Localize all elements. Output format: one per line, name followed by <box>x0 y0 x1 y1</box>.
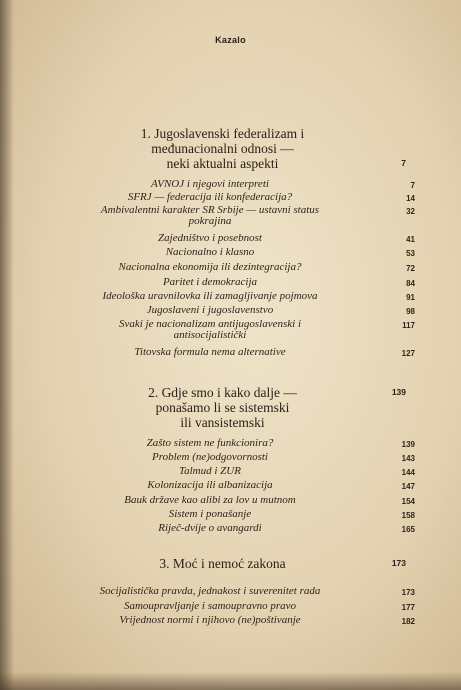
toc-entry[interactable] <box>60 205 415 227</box>
toc-entry-page: 84 <box>406 279 415 288</box>
toc-entry[interactable] <box>60 247 415 258</box>
toc-entry[interactable] <box>60 347 415 358</box>
section-heading-2 <box>100 385 420 430</box>
toc-entry-title: AVNOJ i njegovi interpreti <box>151 178 269 190</box>
toc-entry-page: 72 <box>406 264 415 273</box>
toc-entry[interactable] <box>60 291 415 302</box>
toc-entry-page: 165 <box>401 525 415 534</box>
toc-entry-page: 177 <box>401 603 415 612</box>
toc-entry[interactable] <box>60 586 415 597</box>
toc-entry-title: Zajedništvo i posebnost <box>158 232 262 244</box>
toc-entry-title: Jugoslaveni i jugoslavenstvo <box>146 304 274 316</box>
toc-entry[interactable] <box>60 509 415 520</box>
page-edge-shadow <box>0 672 461 690</box>
toc-entry[interactable] <box>60 305 415 316</box>
toc-entry[interactable] <box>60 601 415 612</box>
toc-entry-page: 147 <box>401 482 415 491</box>
toc-entry[interactable] <box>60 466 415 477</box>
toc-entry-title: Ideološka uravnilovka ili zamagljivanje pojmova <box>102 290 318 302</box>
toc-entry[interactable] <box>60 438 415 449</box>
section-heading-line: 3. Moć i nemoć zakona <box>159 556 286 571</box>
toc-entry-title: Talmud i ZUR <box>179 465 241 477</box>
toc-entry[interactable] <box>60 495 415 506</box>
toc-entry-page: 91 <box>406 293 415 302</box>
toc-entry[interactable] <box>60 480 415 491</box>
toc-entry-page: 154 <box>401 497 415 506</box>
section-heading-line: 2. Gdje smo i kako dalje — <box>148 385 297 400</box>
toc-entry-page: 173 <box>401 588 415 597</box>
toc-entry-page: 144 <box>401 468 415 477</box>
toc-entry-title: SFRJ — federacija ili konfederacija? <box>127 191 293 203</box>
section-heading-1 <box>100 126 420 171</box>
toc-entry-page: 41 <box>406 235 415 244</box>
page-title: Kazalo <box>215 35 246 45</box>
spine-shadow <box>0 0 14 690</box>
toc-entry-title: Samoupravljanje i samoupravno pravo <box>123 600 296 612</box>
toc-entry-title: Titovska formula nema alternative <box>134 346 286 358</box>
toc-entry-page: 117 <box>402 321 415 330</box>
toc-entry-page: 7 <box>410 181 415 190</box>
toc-entry-title: Ambivalentni karakter SR Srbije — ustavni status <box>100 204 320 216</box>
toc-entry-title: Nacionalno i klasno <box>165 246 255 258</box>
toc-entry-page: 182 <box>401 617 415 626</box>
section-page-number: 139 <box>391 387 406 397</box>
toc-entry-title: Svaki je nacionalizam antijugoslavenski i <box>118 318 302 330</box>
toc-entry-title: Socijalistička pravda, jednakost i suverenitet rada <box>99 585 321 597</box>
toc-entry-title: Vrijednost normi i njihovo (ne)poštivanje <box>119 614 301 626</box>
section-heading-line: međunacionalni odnosi — <box>151 141 294 156</box>
section-page-number: 173 <box>391 558 406 568</box>
toc-entry[interactable] <box>60 233 415 244</box>
toc-entry-title: Problem (ne)odgovornosti <box>152 451 268 463</box>
section-heading-line: neki aktualni aspekti <box>166 156 279 171</box>
section-page-number: 7 <box>401 158 406 168</box>
toc-entry-title: Kolonizacija ili albanizacija <box>147 479 273 491</box>
toc-entry-title: Nacionalna ekonomija ili dezintegracija? <box>118 261 302 273</box>
toc-entry-title: Riječ-dvije o avangardi <box>158 522 262 534</box>
section-heading-line: ili vansistemski <box>180 415 265 430</box>
section-heading-line: 1. Jugoslavenski federalizam i <box>140 126 305 141</box>
toc-entry[interactable] <box>60 179 415 190</box>
toc-entry[interactable] <box>60 523 415 534</box>
toc-entry-page: 139 <box>401 440 415 449</box>
toc-entry-title: Paritet i demokracija <box>162 276 258 288</box>
toc-entry-page: 32 <box>406 207 415 216</box>
toc-entry-title-continuation: antisocijalistički <box>173 329 247 341</box>
toc-entry-page: 98 <box>406 307 415 316</box>
toc-entry-page: 143 <box>401 454 415 463</box>
toc-entry-page: 14 <box>406 194 415 203</box>
toc-entry-page: 127 <box>401 349 415 358</box>
section-heading-3 <box>100 556 420 571</box>
section-heading-line: ponašamo li se sistemski <box>155 400 290 415</box>
toc-entry-title-continuation: pokrajina <box>188 215 232 227</box>
toc-entry[interactable] <box>60 452 415 463</box>
toc-entry[interactable] <box>60 262 415 273</box>
toc-entry-title: Zašto sistem ne funkcionira? <box>146 437 274 449</box>
toc-entry-page: 53 <box>406 249 415 258</box>
toc-entry[interactable] <box>60 277 415 288</box>
toc-entry-page: 158 <box>401 511 415 520</box>
toc-entry[interactable] <box>60 192 415 203</box>
toc-entry[interactable] <box>60 319 415 341</box>
toc-entry-title: Sistem i ponašanje <box>168 508 252 520</box>
toc-entry-title: Bauk države kao alibi za lov u mutnom <box>124 494 296 506</box>
toc-entry[interactable] <box>60 615 415 626</box>
